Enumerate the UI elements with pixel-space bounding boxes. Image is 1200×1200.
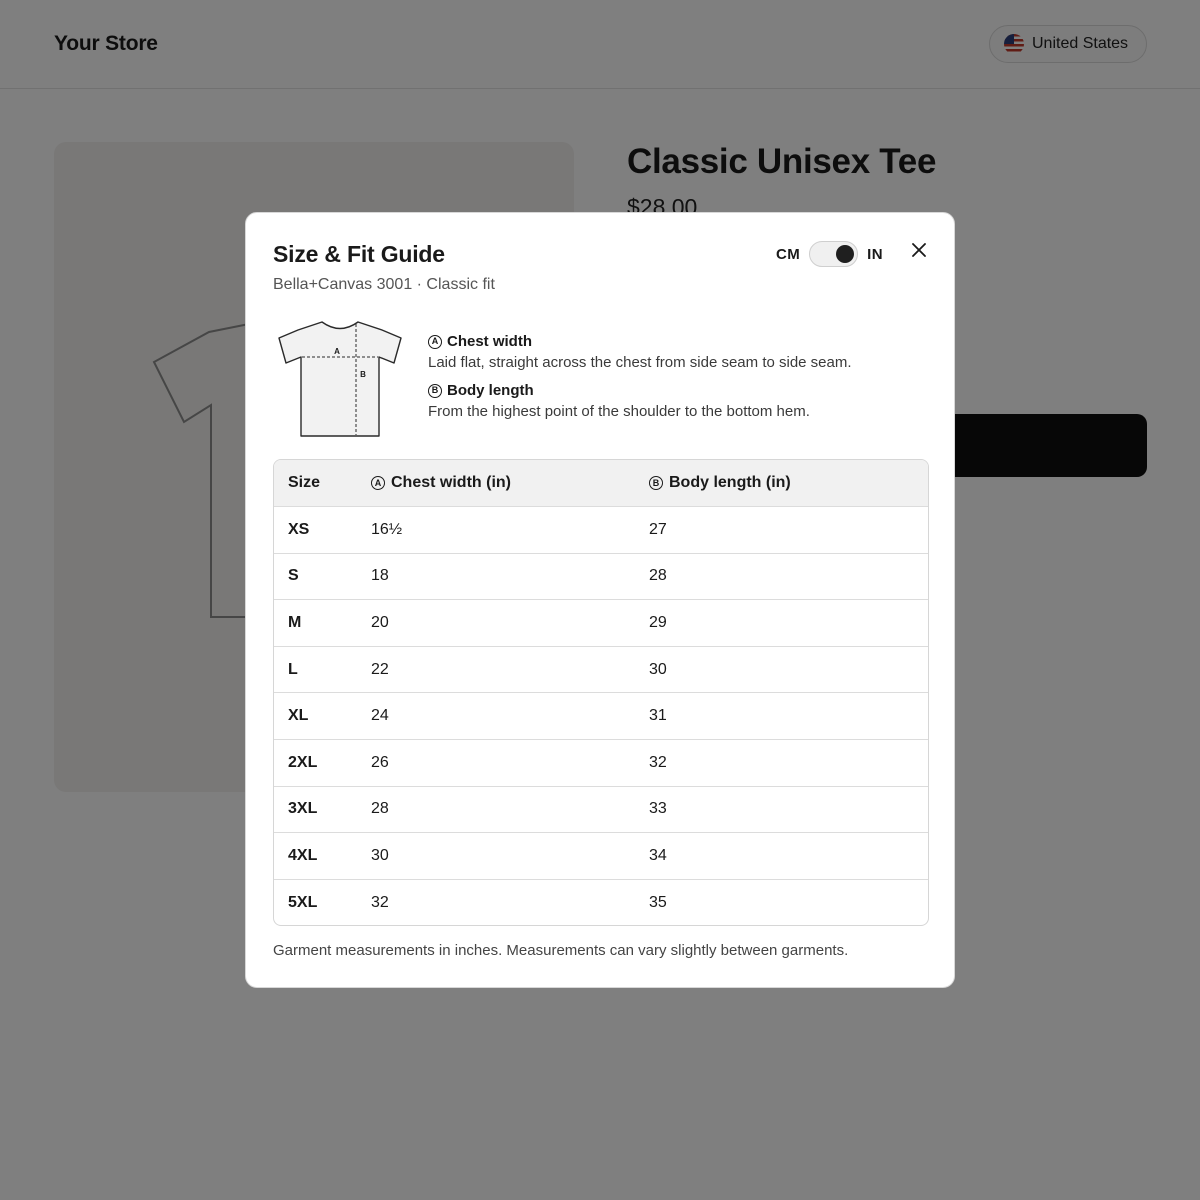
legend-item-chest <box>428 333 928 371</box>
modal-subtitle: Bella+Canvas 3001 · Classic fit <box>273 276 495 293</box>
length-cell: 30 <box>649 660 667 678</box>
legend-description: Laid flat, straight across the chest from side seam to side seam. <box>428 354 852 371</box>
header-chest-width <box>371 474 649 492</box>
diagram-label-a: A <box>334 347 340 356</box>
header-size <box>274 474 371 492</box>
tshirt-measurement-diagram <box>276 317 402 437</box>
badge-a-icon: A <box>428 335 442 349</box>
length-cell: 31 <box>649 707 667 725</box>
chest-cell: 24 <box>371 707 389 725</box>
table-row <box>274 879 928 926</box>
chest-cell: 32 <box>371 893 389 911</box>
diagram-label-b: B <box>360 370 366 379</box>
header-label: Chest width (in) <box>391 474 511 491</box>
table-row <box>274 739 928 786</box>
legend-title: Chest width <box>447 333 532 350</box>
unit-toggle <box>776 241 883 267</box>
size-cell: XS <box>288 520 310 538</box>
table-row <box>274 599 928 646</box>
badge-a-icon: A <box>371 476 385 490</box>
size-guide-modal <box>245 212 955 988</box>
size-cell: 3XL <box>288 800 318 818</box>
legend-item-length <box>428 382 928 420</box>
close-icon <box>911 242 927 258</box>
length-cell: 35 <box>649 893 667 911</box>
badge-b-icon: B <box>428 384 442 398</box>
size-cell: 2XL <box>288 753 318 771</box>
table-row <box>274 692 928 739</box>
table-row <box>274 786 928 833</box>
unit-label-in[interactable]: IN <box>867 245 883 263</box>
chest-cell: 28 <box>371 800 389 818</box>
length-cell: 33 <box>649 800 667 818</box>
size-cell: M <box>288 613 302 631</box>
chest-cell: 16½ <box>371 520 403 538</box>
chest-cell: 20 <box>371 613 389 631</box>
table-header-row <box>274 460 928 506</box>
length-cell: 28 <box>649 567 667 585</box>
size-cell: 5XL <box>288 893 318 911</box>
table-row <box>274 832 928 879</box>
chest-cell: 18 <box>371 567 389 585</box>
table-row <box>274 506 928 553</box>
table-row <box>274 646 928 693</box>
header-label: Body length (in) <box>669 474 791 491</box>
chest-cell: 30 <box>371 846 389 864</box>
length-cell: 32 <box>649 753 667 771</box>
header-body-length <box>649 474 928 492</box>
length-cell: 29 <box>649 613 667 631</box>
size-cell: L <box>288 660 298 678</box>
size-cell: 4XL <box>288 846 318 864</box>
size-table <box>273 459 929 926</box>
table-row <box>274 553 928 600</box>
measurement-legend <box>428 333 928 431</box>
chest-cell: 26 <box>371 753 389 771</box>
unit-switch-knob <box>836 245 854 263</box>
badge-b-icon: B <box>649 476 663 490</box>
size-cell: XL <box>288 707 309 725</box>
measurement-footnote: Garment measurements in inches. Measurements can vary slightly between garments. <box>273 942 849 959</box>
size-cell: S <box>288 567 299 585</box>
header-label: Size <box>288 474 321 491</box>
chest-cell: 22 <box>371 660 389 678</box>
legend-title: Body length <box>447 382 534 399</box>
unit-label-cm[interactable]: CM <box>776 245 801 263</box>
length-cell: 27 <box>649 520 667 538</box>
modal-title: Size & Fit Guide <box>273 241 445 267</box>
length-cell: 34 <box>649 846 667 864</box>
unit-switch[interactable] <box>809 241 858 267</box>
legend-description: From the highest point of the shoulder to the bottom hem. <box>428 403 810 420</box>
close-button[interactable] <box>908 239 930 261</box>
